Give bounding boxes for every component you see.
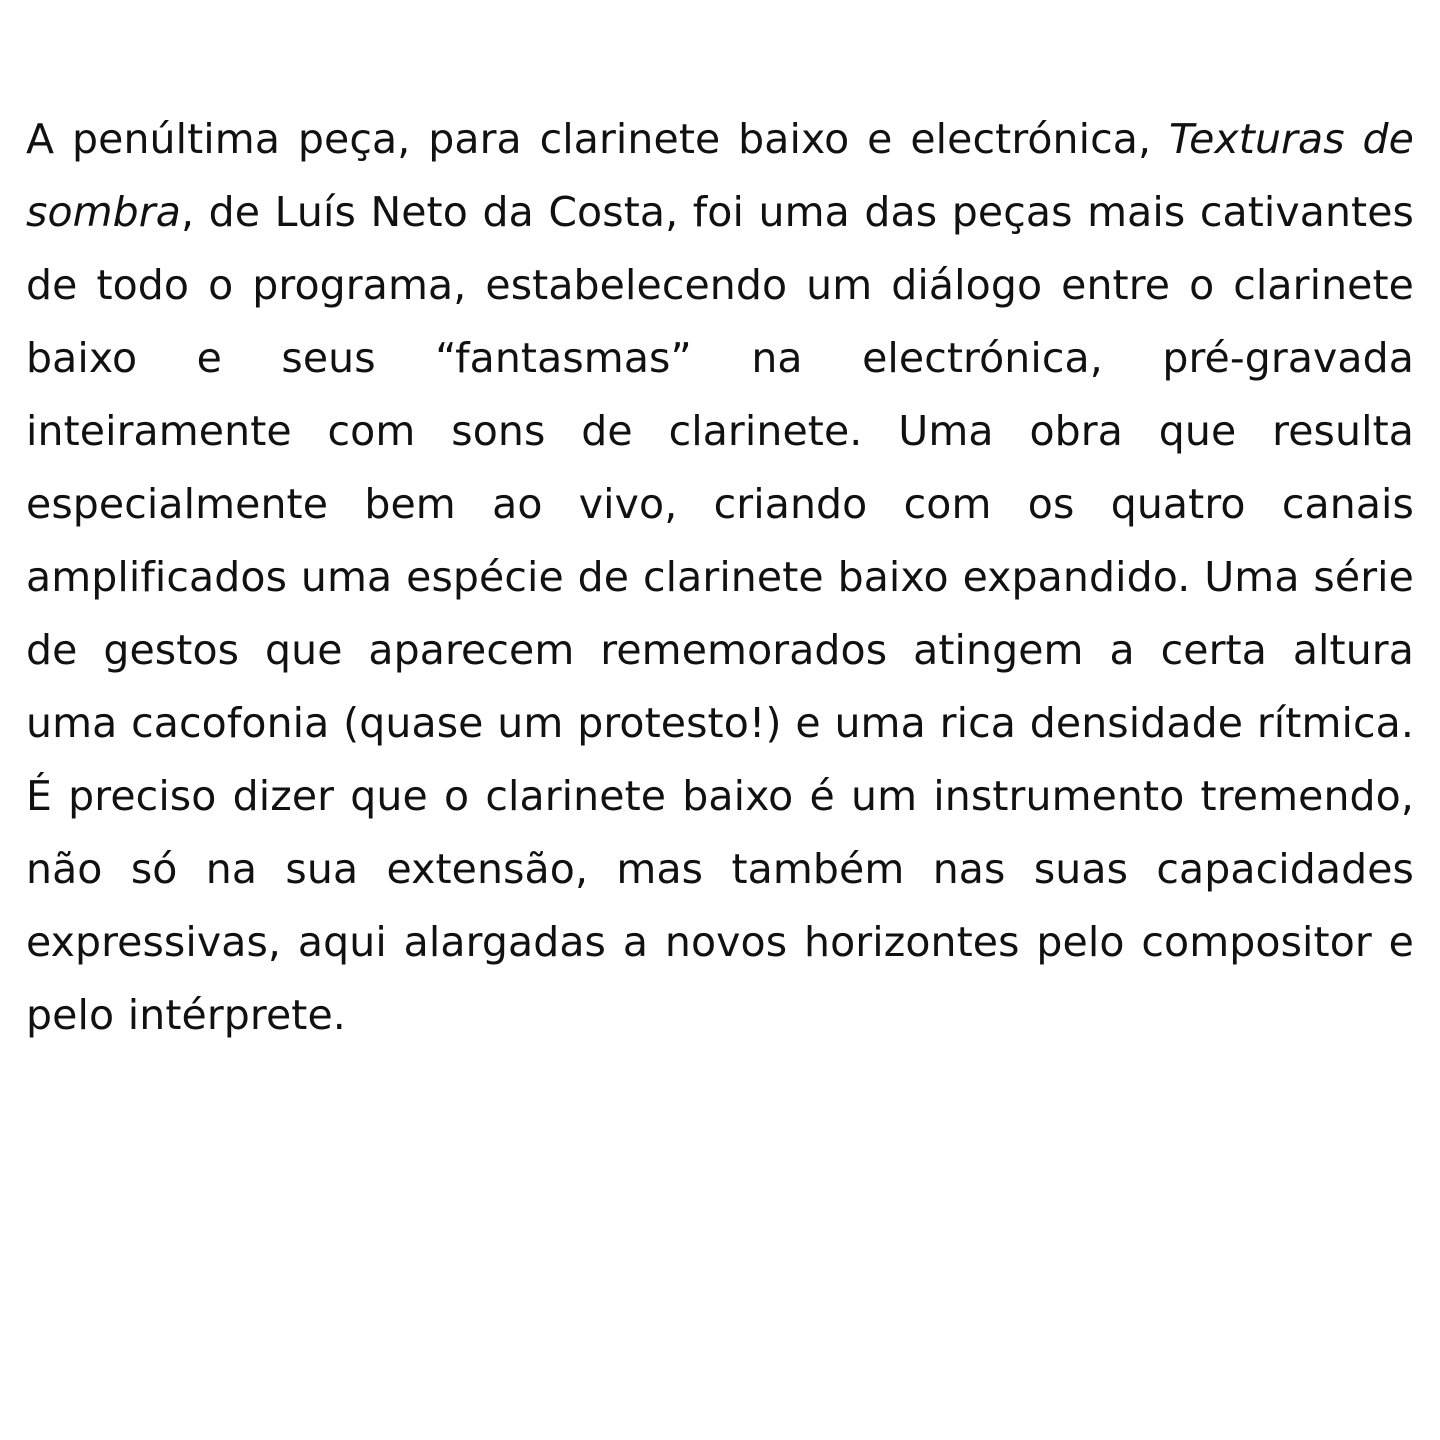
review-paragraph (26, 103, 1414, 1052)
work-title-italic: Texturas de sombra (26, 115, 1414, 236)
paragraph-text-before-title: A penúltima peça, para clarinete baixo e electrónica, (26, 115, 1169, 163)
paragraph-text-after-title: , de Luís Neto da Costa, foi uma das peças mais cativantes de todo o programa, estabelecendo um diálogo entre o clarinete baixo e seus “fantasmas” na electrónica, pré-gravada inteiramente com sons de clarinete. Uma obra que resulta especialmente bem ao vivo, criando com os quatro canais amplificados uma espécie de clarinete baixo expandido. Uma série de gestos que aparecem rememorados atingem a certa altura uma cacofonia (quase um protesto!) e uma rica densidade rítmica. É preciso dizer que o clarinete baixo é um instrumento tremendo, não só na sua extensão, mas também nas suas capacidades expressivas, aqui alargadas a novos horizontes pelo compositor e pelo intérprete. (26, 187, 1414, 1039)
